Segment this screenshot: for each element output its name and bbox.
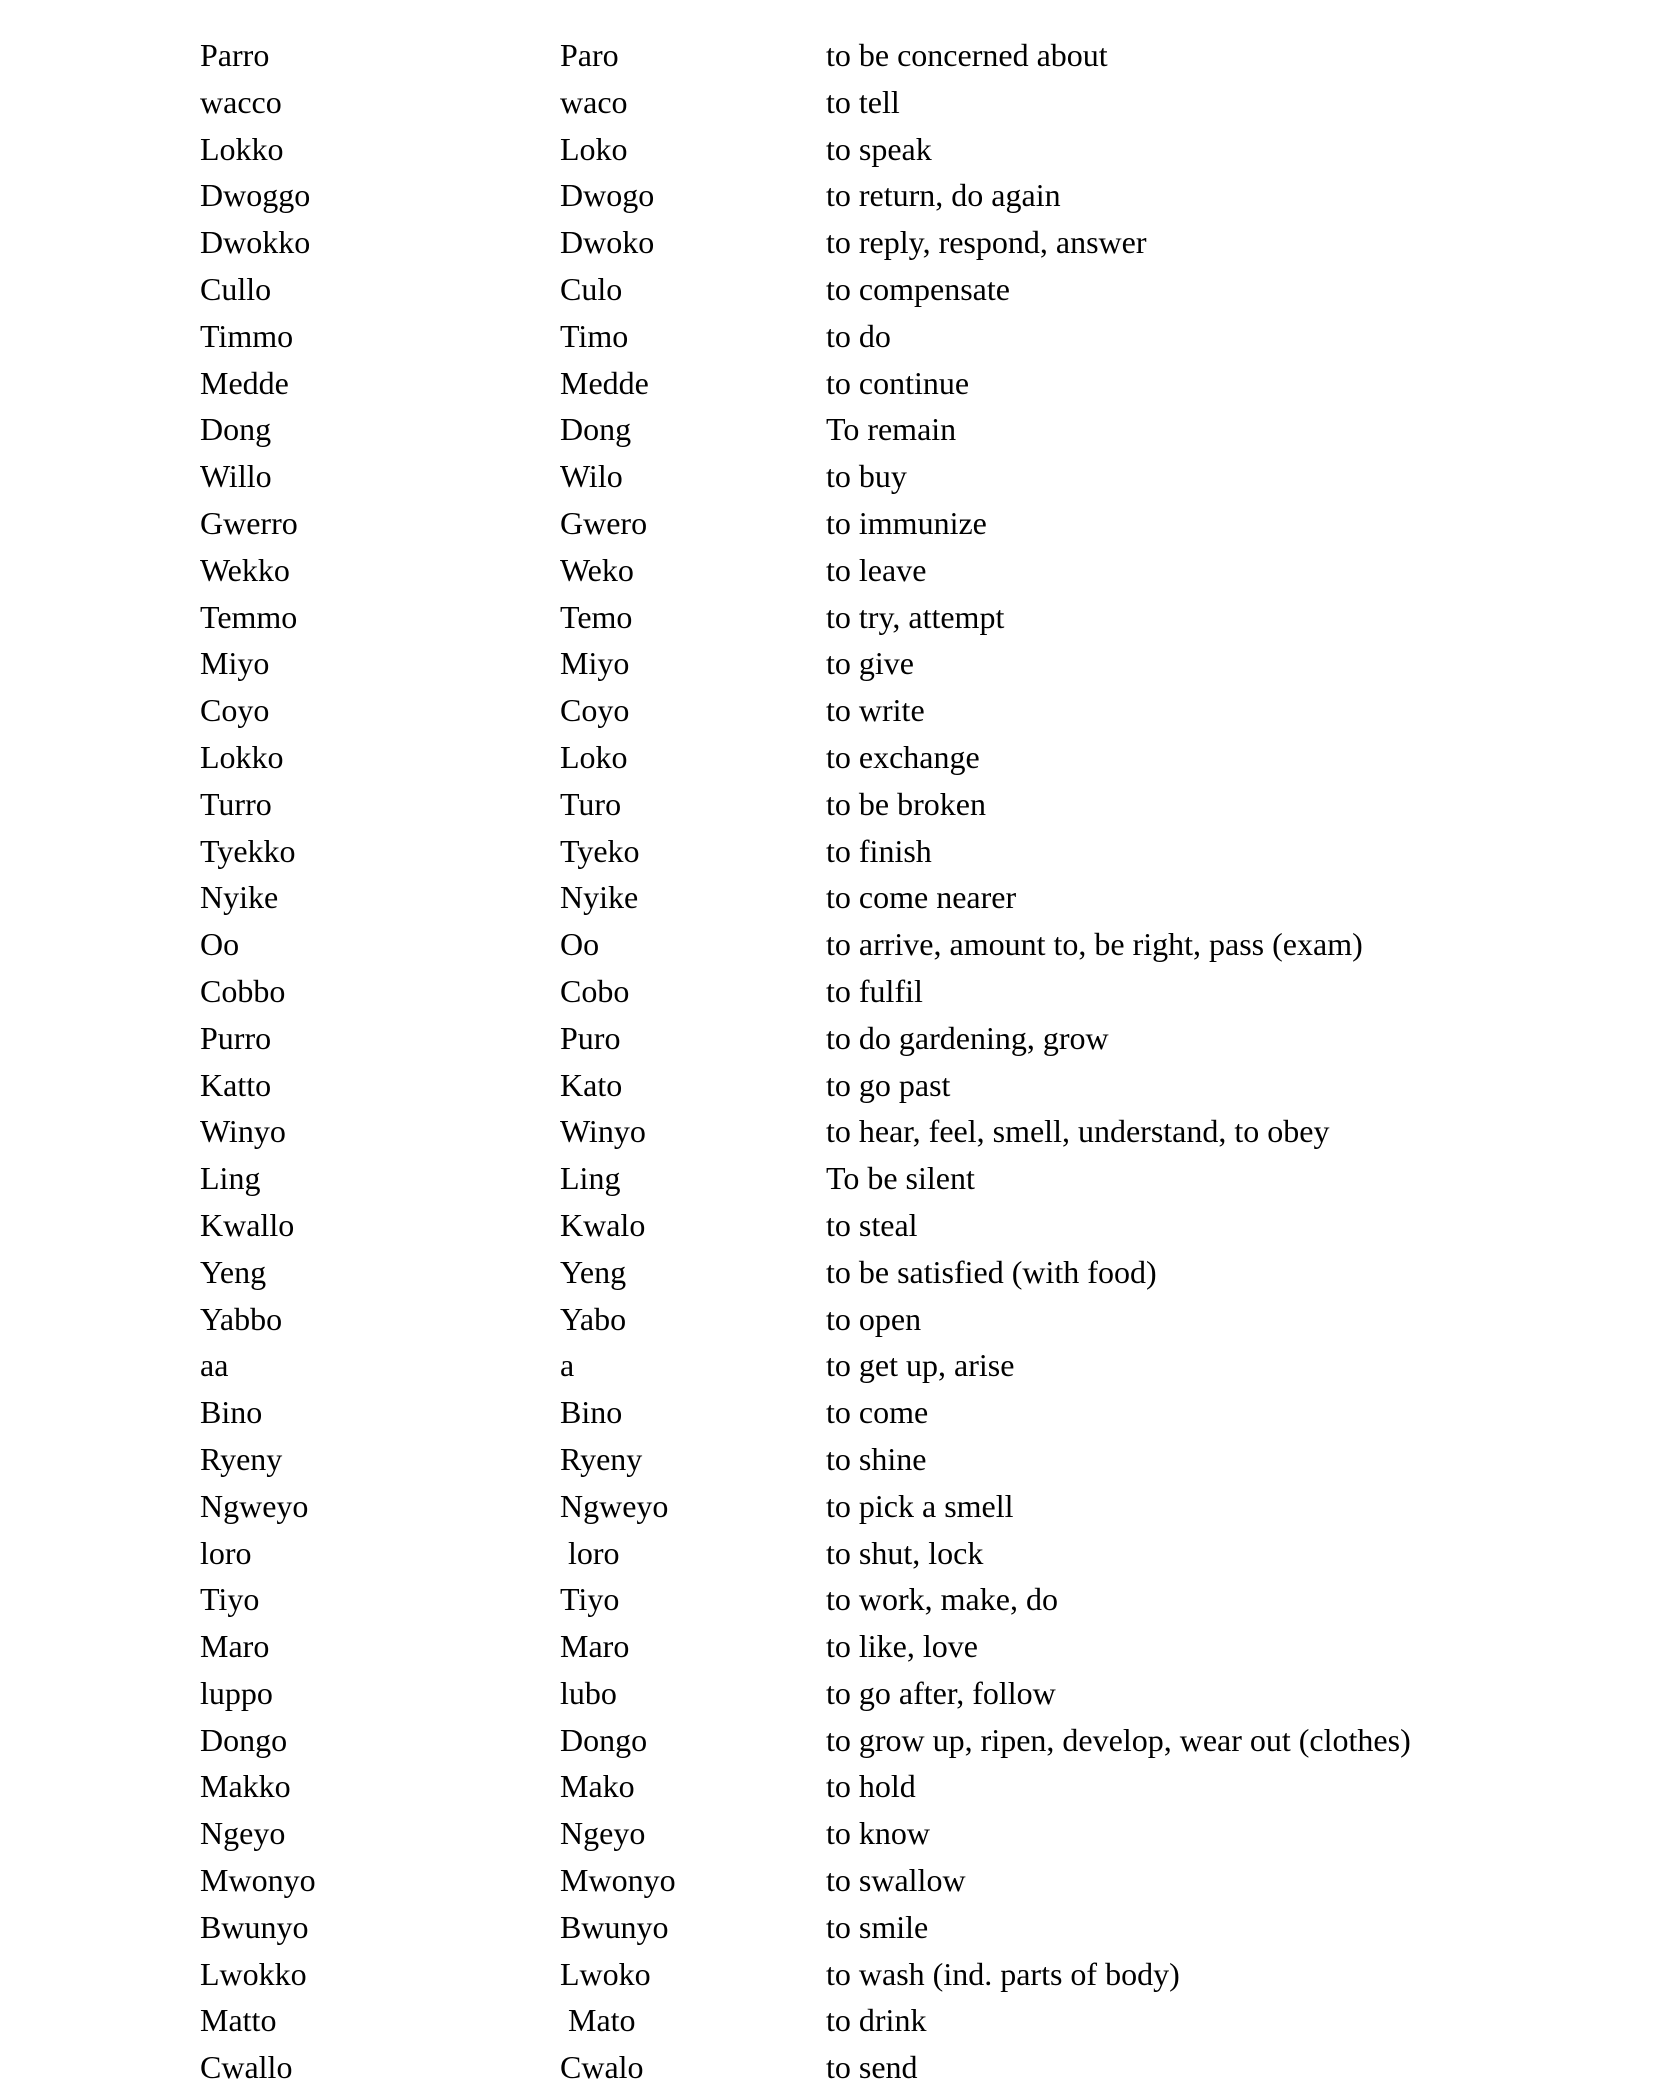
word-single-cell: Lwoko [560, 1955, 651, 1992]
word-doubled-cell: aa [200, 1347, 229, 1384]
table-row [200, 313, 1600, 360]
word-doubled-cell: Gwerro [200, 504, 298, 541]
word-single-cell: Weko [560, 551, 634, 588]
meaning-cell: To be silent [826, 1160, 975, 1197]
word-single-cell: lubo [560, 1674, 617, 1711]
word-doubled-cell: Yabbo [200, 1300, 283, 1337]
word-single-cell: Nyike [560, 879, 639, 916]
table-row [200, 781, 1600, 828]
vocabulary-table [200, 32, 1600, 2091]
table-row [200, 32, 1600, 79]
word-doubled-cell: Dwoggo [200, 177, 311, 214]
word-single-cell: Tyeko [560, 832, 640, 869]
table-row [200, 500, 1600, 547]
table-row [200, 1810, 1600, 1857]
table-row [200, 453, 1600, 500]
word-doubled-cell: Lwokko [200, 1955, 307, 1992]
word-doubled-cell: luppo [200, 1674, 273, 1711]
meaning-cell: to pick a smell [826, 1487, 1014, 1524]
word-doubled-cell: Lokko [200, 738, 284, 775]
table-row [200, 921, 1600, 968]
word-doubled-cell: Dong [200, 411, 272, 448]
word-single-cell: Miyo [560, 645, 630, 682]
meaning-cell: to go past [826, 1066, 951, 1103]
word-single-cell: Ryeny [560, 1440, 643, 1477]
word-single-cell: waco [560, 83, 628, 120]
word-doubled-cell: Matto [200, 2002, 277, 2039]
word-single-cell: Bwunyo [560, 1908, 669, 1945]
meaning-cell: to continue [826, 364, 970, 401]
meaning-cell: to like, love [826, 1628, 978, 1665]
table-row [200, 1296, 1600, 1343]
table-row [200, 734, 1600, 781]
word-doubled-cell: Oo [200, 926, 240, 963]
word-doubled-cell: Nyike [200, 879, 279, 916]
meaning-cell: to drink [826, 2002, 927, 2039]
word-doubled-cell: Bwunyo [200, 1908, 309, 1945]
meaning-cell: to return, do again [826, 177, 1061, 214]
word-single-cell: Coyo [560, 692, 630, 729]
meaning-cell: to be broken [826, 785, 986, 822]
word-doubled-cell: Kwallo [200, 1206, 295, 1243]
word-doubled-cell: Willo [200, 458, 272, 495]
word-doubled-cell: Ngeyo [200, 1815, 286, 1852]
word-single-cell: Puro [560, 1019, 621, 1056]
meaning-cell: to smile [826, 1908, 929, 1945]
word-doubled-cell: Miyo [200, 645, 270, 682]
word-single-cell: Turo [560, 785, 622, 822]
table-row [200, 219, 1600, 266]
word-single-cell: Mato [560, 2002, 636, 2039]
word-single-cell: Loko [560, 738, 628, 775]
table-row [200, 172, 1600, 219]
word-doubled-cell: Dwokko [200, 224, 311, 261]
word-doubled-cell: Medde [200, 364, 289, 401]
word-single-cell: Gwero [560, 504, 648, 541]
meaning-cell: to open [826, 1300, 922, 1337]
word-doubled-cell: Makko [200, 1768, 291, 1805]
word-doubled-cell: Timmo [200, 317, 294, 354]
meaning-cell: to shine [826, 1440, 927, 1477]
word-doubled-cell: Yeng [200, 1253, 267, 1290]
word-single-cell: Cobo [560, 972, 630, 1009]
meaning-cell: to do gardening, grow [826, 1019, 1109, 1056]
word-doubled-cell: Mwonyo [200, 1862, 316, 1899]
word-single-cell: Oo [560, 926, 600, 963]
meaning-cell: to grow up, ripen, develop, wear out (clothes) [826, 1721, 1411, 1758]
word-doubled-cell: Wekko [200, 551, 290, 588]
meaning-cell: to fulfil [826, 972, 923, 1009]
table-row [200, 1997, 1600, 2044]
meaning-cell: to swallow [826, 1862, 966, 1899]
word-single-cell: Bino [560, 1394, 623, 1431]
word-single-cell: Loko [560, 130, 628, 167]
table-row [200, 79, 1600, 126]
table-row [200, 828, 1600, 875]
meaning-cell: to exchange [826, 738, 980, 775]
meaning-cell: to be satisfied (with food) [826, 1253, 1157, 1290]
meaning-cell: to compensate [826, 270, 1010, 307]
table-row [200, 547, 1600, 594]
table-row [200, 1904, 1600, 1951]
meaning-cell: to go after, follow [826, 1674, 1056, 1711]
word-single-cell: Ngeyo [560, 1815, 646, 1852]
word-single-cell: Winyo [560, 1113, 646, 1150]
meaning-cell: to leave [826, 551, 927, 588]
word-doubled-cell: Coyo [200, 692, 270, 729]
word-doubled-cell: Lokko [200, 130, 284, 167]
meaning-cell: to be concerned about [826, 37, 1108, 73]
meaning-cell: to work, make, do [826, 1581, 1058, 1618]
table-row [200, 1389, 1600, 1436]
word-single-cell: Dong [560, 411, 632, 448]
table-row [200, 594, 1600, 641]
meaning-cell: to write [826, 692, 925, 729]
table-row [200, 968, 1600, 1015]
meaning-cell: to steal [826, 1206, 918, 1243]
table-row [200, 1202, 1600, 1249]
meaning-cell: to buy [826, 458, 907, 495]
table-row [200, 1155, 1600, 1202]
word-single-cell: Mako [560, 1768, 635, 1805]
meaning-cell: to tell [826, 83, 900, 120]
meaning-cell: to finish [826, 832, 932, 869]
table-row [200, 266, 1600, 313]
word-single-cell: Dwogo [560, 177, 655, 214]
meaning-cell: to do [826, 317, 891, 354]
table-row [200, 1530, 1600, 1577]
word-doubled-cell: Ling [200, 1160, 261, 1197]
meaning-cell: to know [826, 1815, 930, 1852]
table-row [200, 1857, 1600, 1904]
word-single-cell: Tiyo [560, 1581, 620, 1618]
meaning-cell: to immunize [826, 504, 987, 541]
word-doubled-cell: Tyekko [200, 832, 296, 869]
word-single-cell: Yeng [560, 1253, 627, 1290]
word-doubled-cell: Maro [200, 1628, 270, 1665]
table-row [200, 874, 1600, 921]
word-single-cell: Ling [560, 1160, 621, 1197]
meaning-cell: to get up, arise [826, 1347, 1015, 1384]
word-doubled-cell: Purro [200, 1019, 272, 1056]
meaning-cell: to speak [826, 130, 932, 167]
word-doubled-cell: Katto [200, 1066, 272, 1103]
table-row [200, 1108, 1600, 1155]
word-single-cell: loro [560, 1534, 620, 1571]
word-doubled-cell: Dongo [200, 1721, 288, 1758]
word-single-cell: Kwalo [560, 1206, 646, 1243]
word-doubled-cell: Parro [200, 37, 270, 73]
word-single-cell: Temo [560, 598, 633, 635]
table-row [200, 1483, 1600, 1530]
meaning-cell: to try, attempt [826, 598, 1005, 635]
word-single-cell: a [560, 1347, 575, 1384]
table-row [200, 1015, 1600, 1062]
table-row [200, 1623, 1600, 1670]
word-single-cell: Timo [560, 317, 629, 354]
meaning-cell: to come [826, 1394, 929, 1431]
table-row [200, 1436, 1600, 1483]
table-row [200, 1576, 1600, 1623]
meaning-cell: to send [826, 2049, 918, 2086]
word-doubled-cell: Ngweyo [200, 1487, 309, 1524]
word-doubled-cell: loro [200, 1534, 252, 1571]
word-doubled-cell: Tiyo [200, 1581, 260, 1618]
word-single-cell: Mwonyo [560, 1862, 676, 1899]
meaning-cell: to reply, respond, answer [826, 224, 1147, 261]
word-single-cell: Ngweyo [560, 1487, 669, 1524]
table-row [200, 2044, 1600, 2091]
word-doubled-cell: Cullo [200, 270, 272, 307]
word-doubled-cell: Cwallo [200, 2049, 293, 2086]
meaning-cell: to come nearer [826, 879, 1017, 916]
word-single-cell: Dongo [560, 1721, 648, 1758]
word-single-cell: Wilo [560, 458, 623, 495]
word-single-cell: Medde [560, 364, 649, 401]
meaning-cell: to give [826, 645, 914, 682]
table-row [200, 640, 1600, 687]
word-single-cell: Paro [560, 37, 619, 73]
word-single-cell: Dwoko [560, 224, 655, 261]
meaning-cell: to hear, feel, smell, understand, to obey [826, 1113, 1330, 1150]
meaning-cell: To remain [826, 411, 957, 448]
table-row [200, 126, 1600, 173]
word-single-cell: Kato [560, 1066, 623, 1103]
table-row [200, 1342, 1600, 1389]
meaning-cell: to wash (ind. parts of body) [826, 1955, 1180, 1992]
word-doubled-cell: Cobbo [200, 972, 286, 1009]
table-row [200, 1717, 1600, 1764]
table-row [200, 1763, 1600, 1810]
table-row [200, 687, 1600, 734]
table-row [200, 1670, 1600, 1717]
word-single-cell: Yabo [560, 1300, 627, 1337]
table-row [200, 1062, 1600, 1109]
word-doubled-cell: Winyo [200, 1113, 286, 1150]
meaning-cell: to hold [826, 1768, 916, 1805]
table-row [200, 1951, 1600, 1998]
meaning-cell: to shut, lock [826, 1534, 984, 1571]
word-single-cell: Culo [560, 270, 623, 307]
word-single-cell: Maro [560, 1628, 630, 1665]
table-row [200, 360, 1600, 407]
word-doubled-cell: Turro [200, 785, 272, 822]
word-single-cell: Cwalo [560, 2049, 644, 2086]
word-doubled-cell: wacco [200, 83, 282, 120]
table-row [200, 406, 1600, 453]
word-doubled-cell: Bino [200, 1394, 263, 1431]
word-doubled-cell: Temmo [200, 598, 298, 635]
meaning-cell: to arrive, amount to, be right, pass (exam) [826, 926, 1363, 963]
word-doubled-cell: Ryeny [200, 1440, 283, 1477]
table-row [200, 1249, 1600, 1296]
